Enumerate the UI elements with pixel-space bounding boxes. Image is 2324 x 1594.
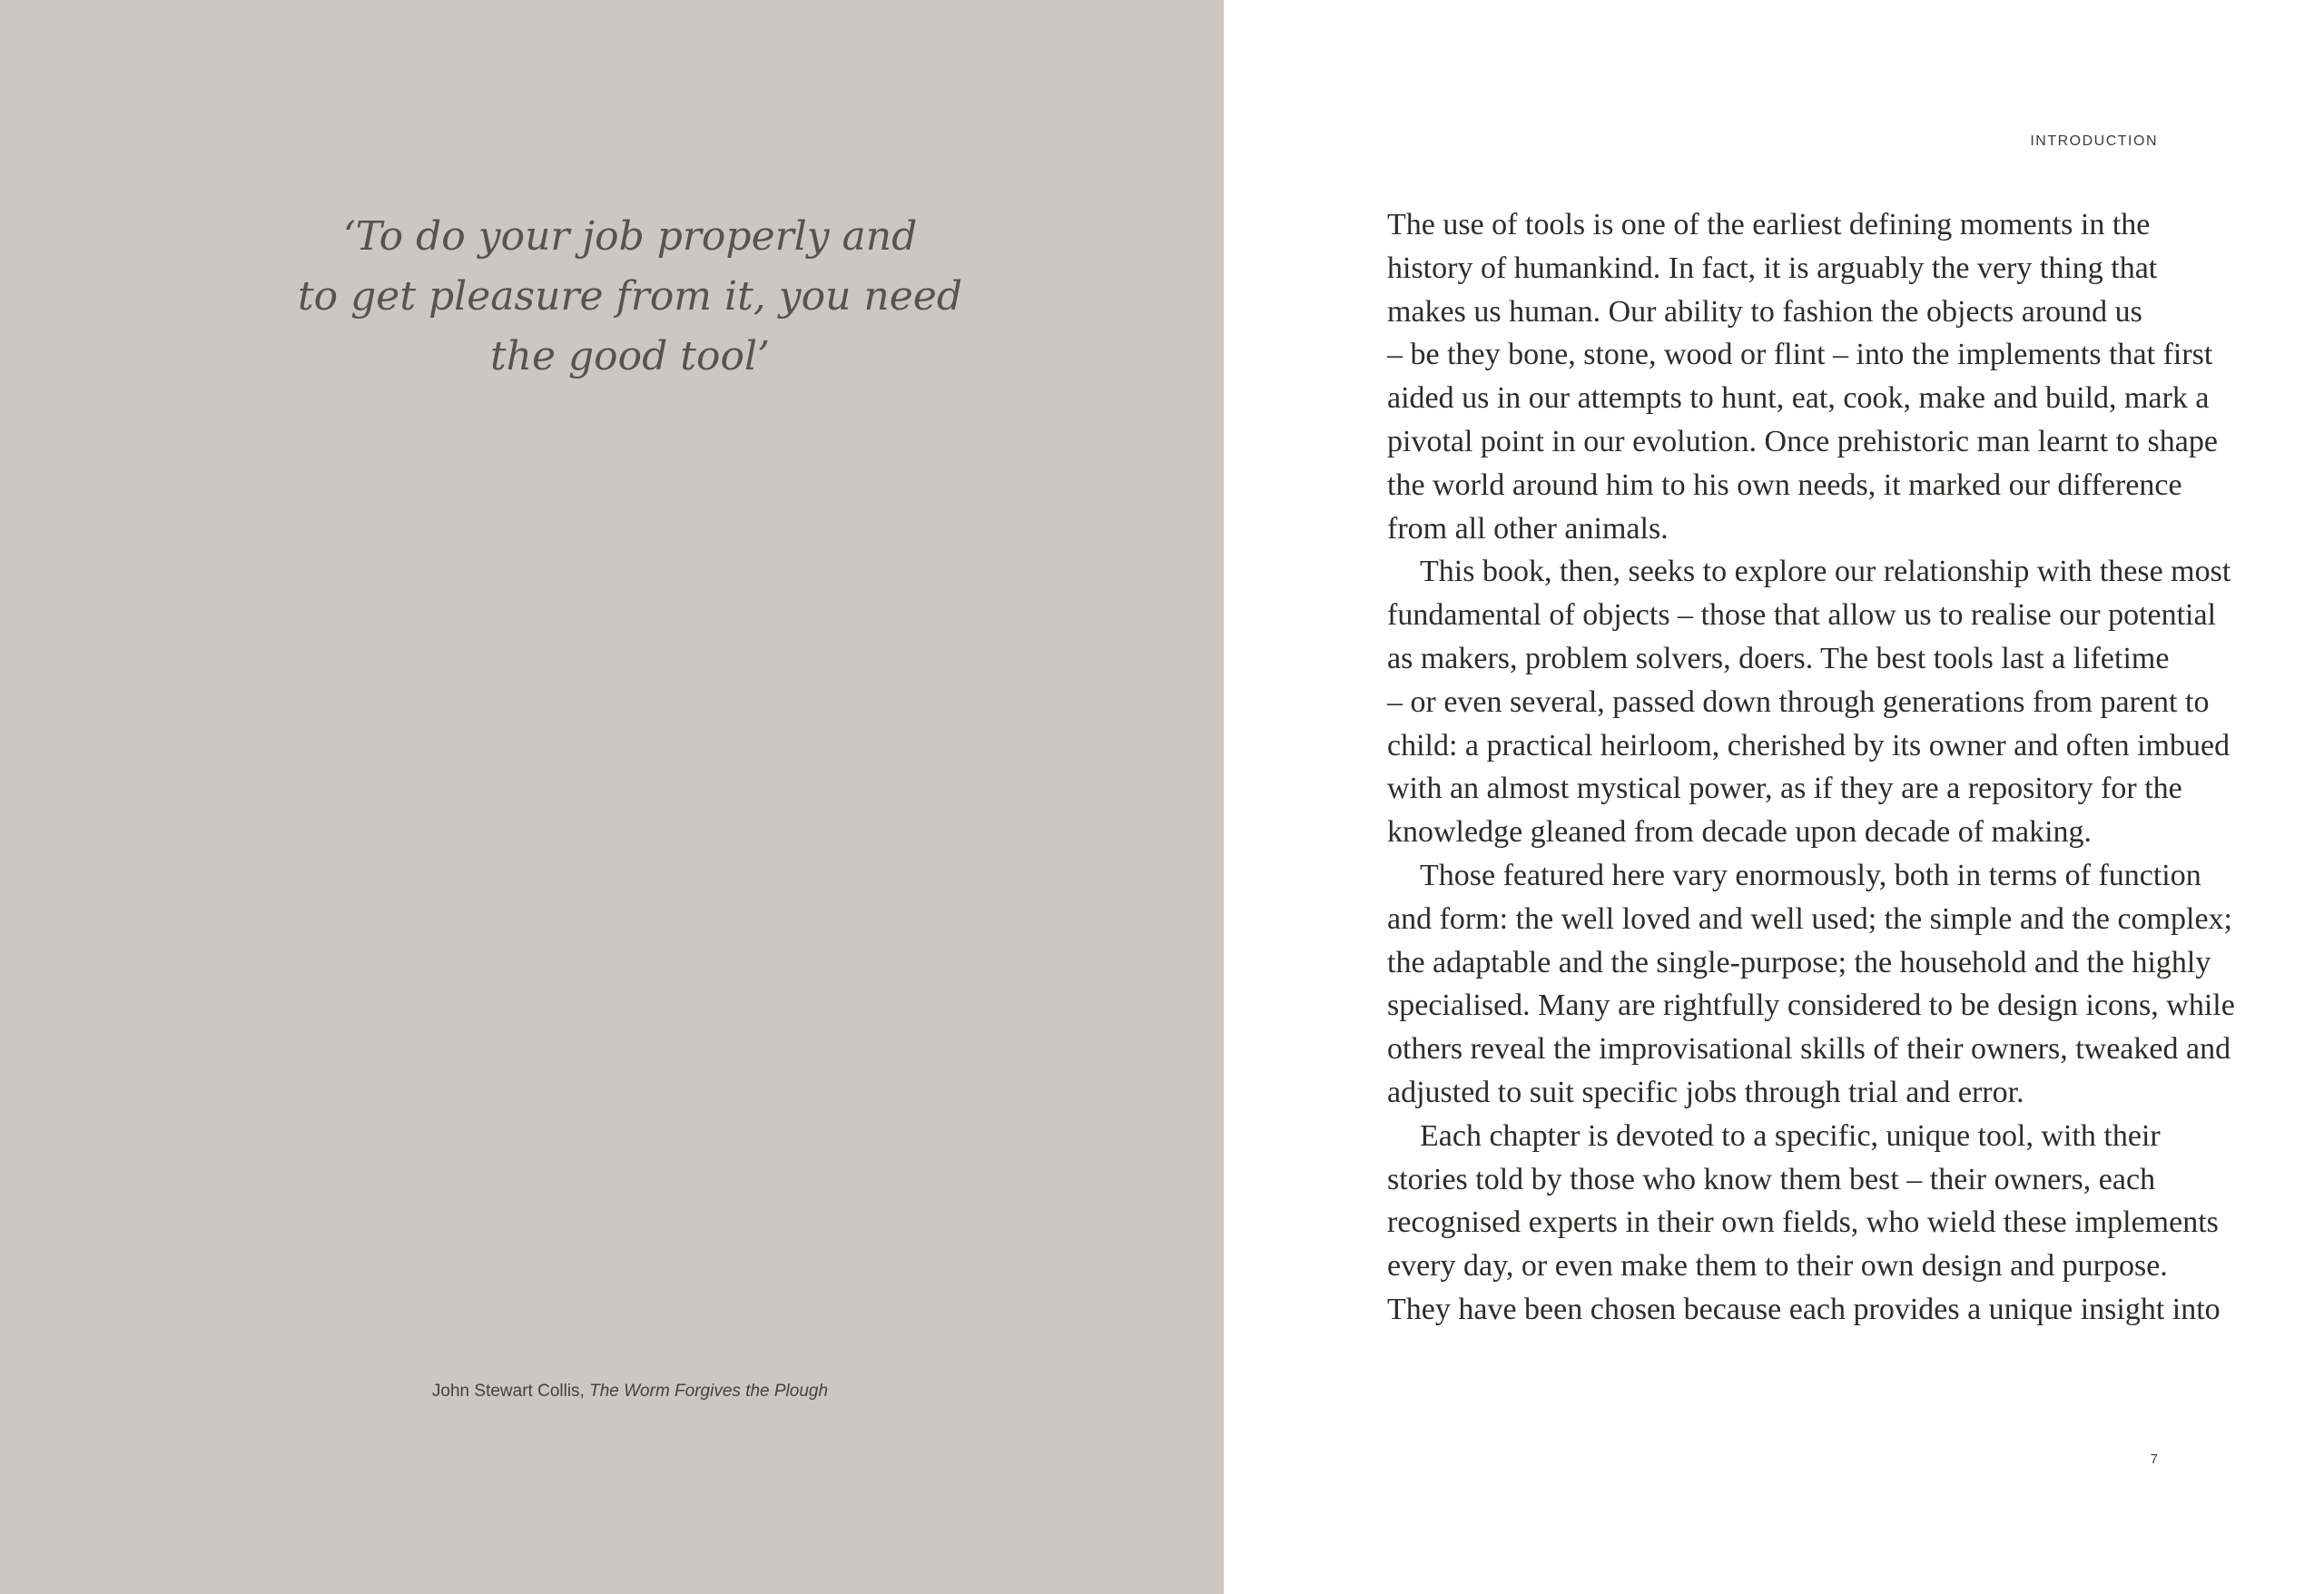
page-number: 7 (2150, 1451, 2158, 1467)
text-line: every day, or even make them to their own design and purpose. (1387, 1249, 2168, 1284)
quote-attribution (249, 1382, 1011, 1402)
paragraph-start-line: Those featured here vary enormously, both in terms of function (1420, 858, 2201, 892)
text-line: – be they bone, stone, wood or flint – into the implements that first (1387, 338, 2213, 372)
text-line: stories told by those who know them best – their owners, each (1387, 1162, 2156, 1196)
quote-line: ‘To do your job properly and (342, 213, 918, 260)
attribution-book-title: The Worm Forgives the Plough (589, 1382, 829, 1401)
text-line: makes us human. Our ability to fashion the objects around us (1387, 294, 2142, 329)
text-line: the world around him to his own needs, it marked our difference (1387, 467, 2182, 502)
text-line: the adaptable and the single-purpose; the household and the highly (1387, 945, 2211, 979)
introduction-body (1387, 203, 2304, 1332)
right-page (1224, 0, 2324, 1594)
text-line: as makers, problem solvers, doers. The best tools last a lifetime (1387, 641, 2170, 675)
text-line: They have been chosen because each provides a unique insight into (1387, 1292, 2221, 1326)
attribution-author: John Stewart Collis, (431, 1382, 590, 1401)
text-line: fundamental of objects – those that allow us to realise our potential (1387, 598, 2217, 633)
quote-line: the good tool’ (489, 333, 771, 379)
text-line: and form: the well loved and well used; the simple and the complex; (1387, 901, 2232, 936)
text-line: with an almost mystical power, as if they are a repository for the (1387, 772, 2182, 806)
text-line: – or even several, passed down through generations from parent to (1387, 684, 2210, 719)
running-header: INTRODUCTION (2030, 133, 2158, 149)
text-line: recognised experts in their own fields, who wield these implements (1387, 1205, 2219, 1240)
text-line: knowledge gleaned from decade upon decade of making. (1387, 815, 2093, 850)
text-line: adjusted to suit specific jobs through trial and error. (1387, 1075, 2024, 1109)
text-line: history of humankind. In fact, it is arguably the very thing that (1387, 251, 2158, 285)
text-line: specialised. Many are rightfully considered to be design icons, while (1387, 989, 2235, 1023)
text-line: aided us in our attempts to hunt, eat, cook, make and build, mark a (1387, 381, 2210, 416)
paragraph-start-line: Each chapter is devoted to a specific, unique tool, with their (1420, 1118, 2161, 1153)
text-line: pivotal point in our evolution. Once prehistoric man learnt to shape (1387, 424, 2218, 458)
epigraph-quote (249, 207, 1011, 387)
text-line: from all other animals. (1387, 511, 1669, 546)
text-line: child: a practical heirloom, cherished by its owner and often imbued (1387, 728, 2230, 763)
paragraph-start-line: This book, then, seeks to explore our relationship with these most (1420, 555, 2231, 589)
text-line: others reveal the improvisational skills of their owners, tweaked and (1387, 1032, 2231, 1067)
text-line: The use of tools is one of the earliest defining moments in the (1387, 208, 2151, 241)
quote-line: to get pleasure from it, you need (297, 273, 962, 320)
